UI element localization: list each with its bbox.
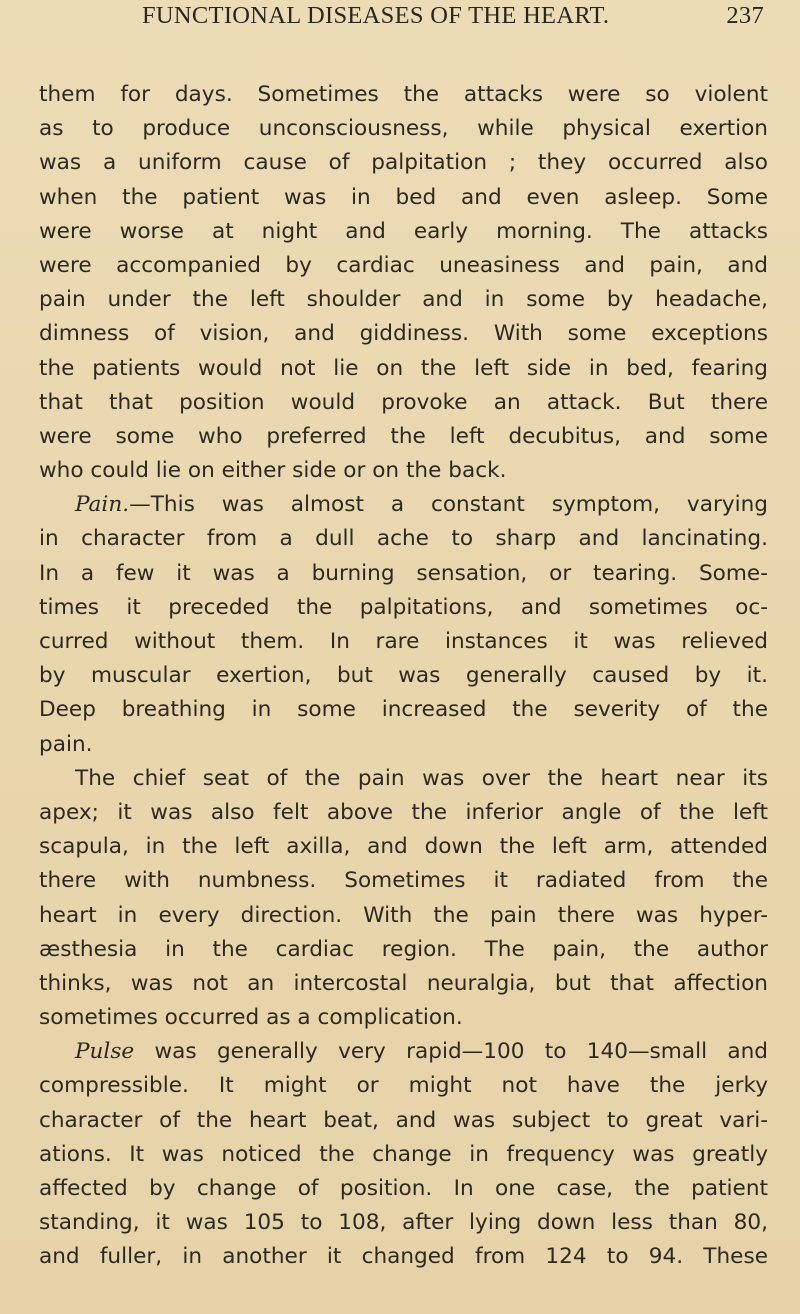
text-line: in character from a dull ache to sharp and lancinating. bbox=[39, 526, 768, 552]
text-line: Deep breathing in some increased the severity of the bbox=[39, 697, 768, 723]
text-line: by muscular exertion, but was generally caused by it. bbox=[39, 663, 768, 689]
text-line: was a uniform cause of palpitation ; they occurred also bbox=[39, 150, 768, 176]
text-line: ations. It was noticed the change in frequency was greatly bbox=[39, 1141, 768, 1167]
text-line: were accompanied by cardiac uneasiness and pain, and bbox=[39, 252, 768, 278]
text-line: times it preceded the palpitations, and sometimes oc- bbox=[39, 594, 768, 620]
paragraph-pain-first-line bbox=[39, 488, 768, 522]
text-line: sometimes occurred as a complication. bbox=[39, 1005, 463, 1031]
page-number: 237 bbox=[726, 2, 764, 29]
text-line: there with numbness. Sometimes it radiated from the bbox=[39, 868, 768, 894]
text-line: affected by change of position. In one case, the patient bbox=[39, 1176, 768, 1201]
text-line: thinks, was not an intercostal neuralgia, but that affection bbox=[39, 970, 768, 996]
text-line: as to produce unconsciousness, while physical exertion bbox=[39, 116, 768, 142]
text-line: who could lie on either side or on the back. bbox=[39, 458, 507, 484]
text-line: and fuller, in another it changed from 124 to 94. These bbox=[39, 1244, 768, 1270]
text-line: that that position would provoke an attack. But there bbox=[39, 389, 768, 415]
text-line: were worse at night and early morning. The attacks bbox=[39, 218, 768, 244]
running-head-title: FUNCTIONAL DISEASES OF THE HEART. bbox=[142, 2, 610, 29]
text-line: heart in every direction. With the pain there was hyper- bbox=[39, 902, 768, 928]
text-line-fragment: —This was almost a constant symptom, varying bbox=[129, 492, 768, 518]
text-line: scapula, in the left axilla, and down the left arm, attended bbox=[39, 834, 768, 860]
text-line: curred without them. In rare instances it was relieved bbox=[39, 629, 768, 654]
text-line: were some who preferred the left decubitus, and some bbox=[39, 423, 768, 449]
text-line: The chief seat of the pain was over the heart near its bbox=[75, 765, 768, 791]
text-line: the patients would not lie on the left side in bed, fearing bbox=[39, 355, 768, 381]
text-line: dimness of vision, and giddiness. With some exceptions bbox=[39, 321, 768, 347]
section-lead-pain: Pain. bbox=[75, 492, 130, 518]
text-line: character of the heart beat, and was subject to great vari- bbox=[39, 1107, 768, 1133]
text-line: In a few it was a burning sensation, or tearing. Some- bbox=[39, 560, 768, 586]
running-head bbox=[142, 2, 764, 42]
text-line: them for days. Sometimes the attacks were so violent bbox=[39, 82, 768, 107]
text-line: pain. bbox=[39, 731, 93, 757]
text-line: pain under the left shoulder and in some by headache, bbox=[39, 287, 768, 313]
text-line: compressible. It might or might not have the jerky bbox=[39, 1073, 768, 1099]
text-line: standing, it was 105 to 108, after lying down less than 80, bbox=[39, 1210, 768, 1236]
text-line: when the patient was in bed and even asleep. Some bbox=[39, 184, 768, 210]
paragraph-pulse-first-line bbox=[39, 1035, 768, 1069]
text-line: apex; it was also felt above the inferior angle of the left bbox=[39, 799, 768, 825]
section-lead-pulse: Pulse bbox=[75, 1039, 135, 1065]
body-text bbox=[39, 78, 768, 1275]
text-line-fragment: was generally very rapid—100 to 140—small and bbox=[134, 1039, 768, 1065]
text-line: æsthesia in the cardiac region. The pain, the author bbox=[39, 936, 768, 962]
